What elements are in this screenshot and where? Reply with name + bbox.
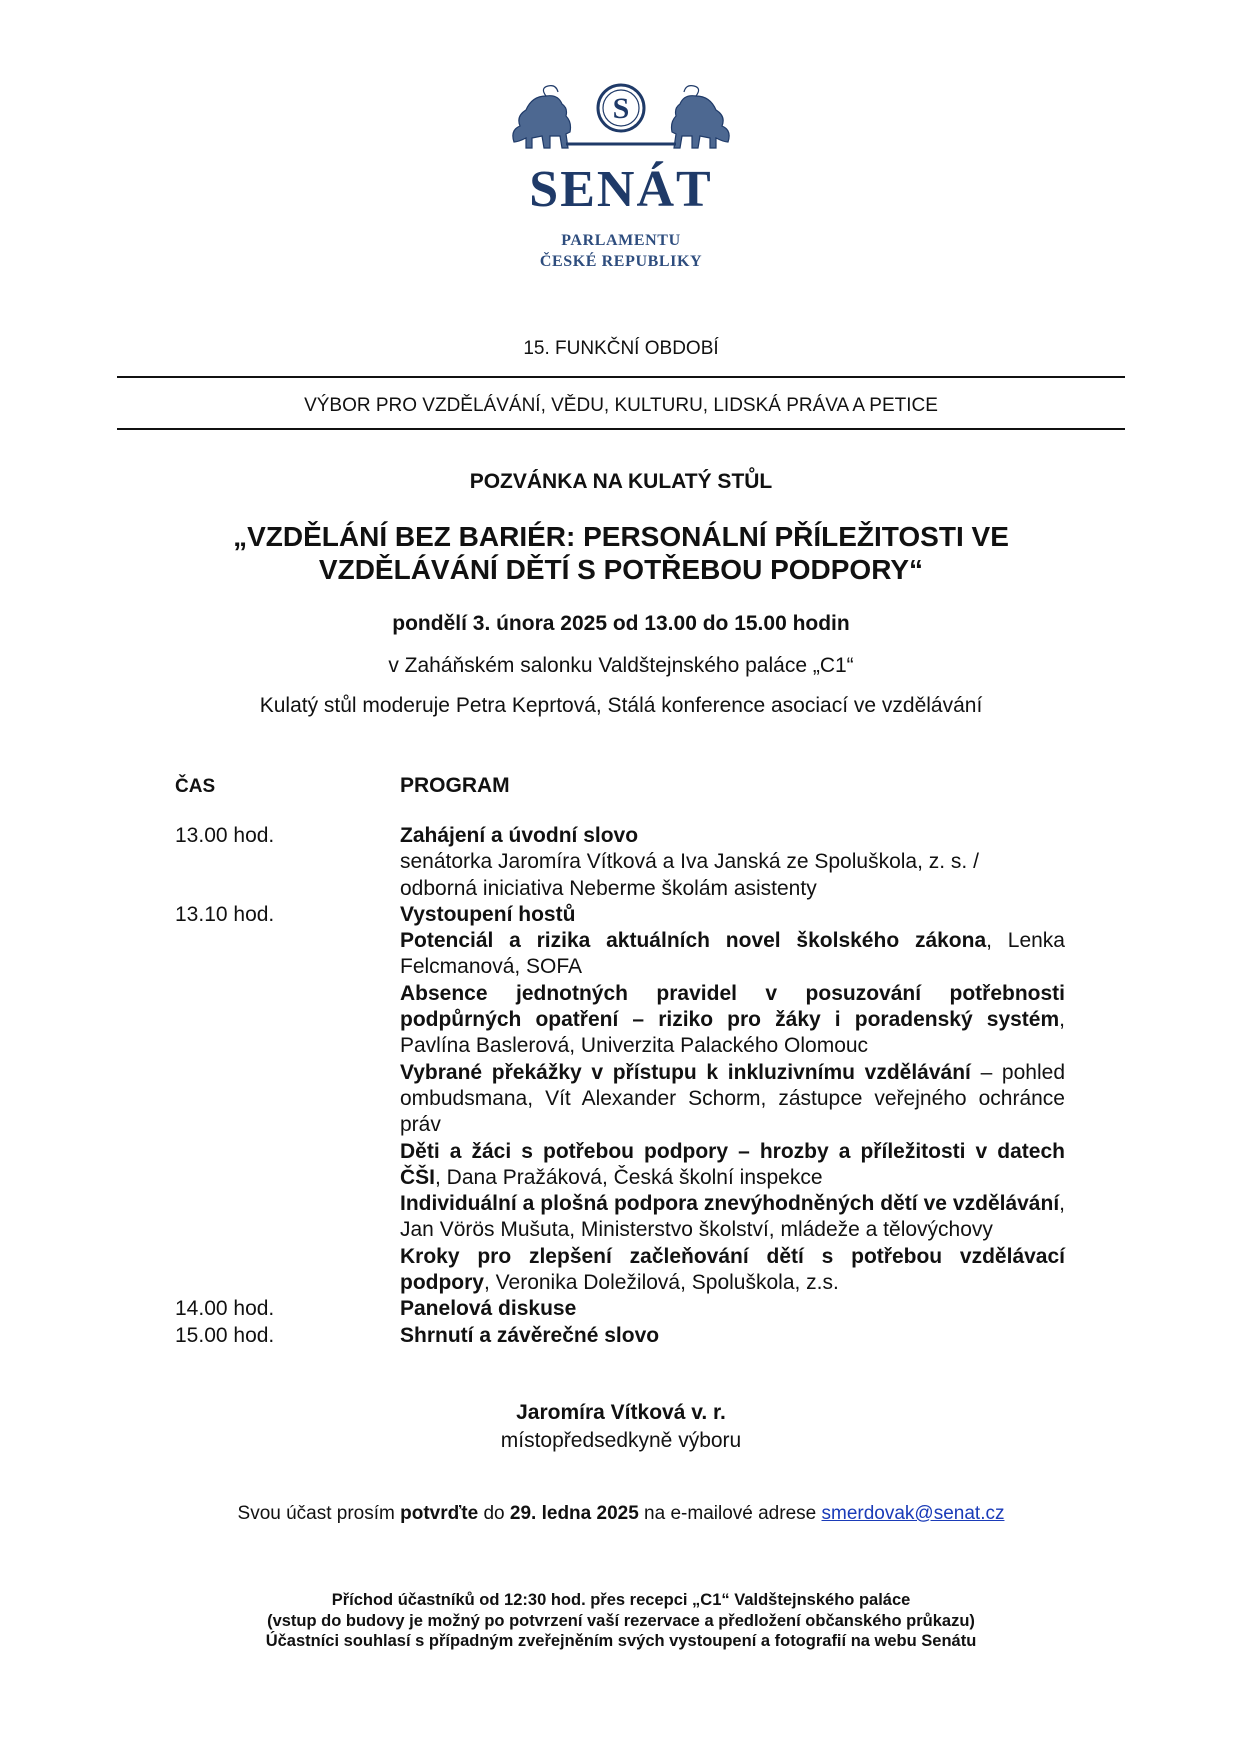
event-title-line-1: „VZDĚLÁNÍ BEZ BARIÉR: PERSONÁLNÍ PŘÍLEŽITOSTI VE — [233, 521, 1009, 552]
agenda-list — [175, 823, 1065, 1349]
rsvp-confirm: potvrďte — [400, 1503, 479, 1524]
logo-title: SENÁT — [529, 161, 713, 218]
talk-title: Absence jednotných pravidel v posuzování potřebnosti podpůrných opatření – riziko pro žáky i poradenský systém — [400, 981, 1065, 1032]
agenda-time: 13.00 hod. — [175, 824, 275, 847]
talk-title: Potenciál a rizika aktuálních novel školského zákona — [400, 929, 987, 953]
rsvp-suffix: na e-mailové adrese — [638, 1503, 822, 1524]
talk-item — [400, 981, 1065, 1060]
agenda-row — [175, 1323, 1065, 1349]
logo-subtitle-parlamentu: PARLAMENTU — [561, 232, 681, 249]
agenda-program-header: PROGRAM — [400, 774, 510, 797]
agenda-detail: senátorka Jaromíra Vítková a Iva Janská ze Spoluškola, z. s. / — [400, 850, 979, 874]
divider-bottom — [117, 428, 1125, 430]
talk-title: Vybrané překážky v přístupu k inkluzivnímu vzdělávání — [400, 1060, 971, 1084]
talk-title: Děti a žáci s potřebou podpory – hrozby a příležitosti v datech ČŠI — [400, 1139, 1065, 1189]
event-title — [0, 520, 1242, 586]
talk-item — [400, 1139, 1065, 1192]
term-period: 15. FUNKČNÍ OBDOBÍ — [523, 338, 719, 359]
rsvp-line — [0, 1503, 1242, 1525]
talk-title: Individuální a plošná podpora znevýhodněných dětí ve vzdělávání — [400, 1192, 1060, 1216]
rsvp-middle: do — [478, 1503, 510, 1524]
rsvp-email-link[interactable]: smerdovak@senat.cz — [821, 1503, 1005, 1524]
talk-item — [400, 1191, 1065, 1244]
signer-role: místopředsedkyně výboru — [500, 1429, 742, 1452]
event-date: pondělí 3. února 2025 od 13.00 do 15.00 hodin — [392, 612, 850, 635]
rsvp-prefix: Svou účast prosím — [237, 1503, 401, 1524]
agenda-time: 13.10 hod. — [175, 902, 275, 926]
footer-line-3: Účastníci souhlasí s případným zveřejněním svých vystoupení a fotografií na webu Senátu — [265, 1632, 977, 1650]
event-title-line-2: VZDĚLÁVÁNÍ DĚTÍ S POTŘEBOU PODPORY“ — [318, 554, 924, 585]
agenda-time-header: ČAS — [175, 776, 216, 797]
talk-speaker: – pohled ombudsmana, Vít Alexander Schorm, zástupce veřejného ochránce práv — [400, 1060, 1065, 1137]
event-moderator: Kulatý stůl moderuje Petra Keprtová, Stálá konference asociací ve vzdělávání — [259, 694, 983, 717]
agenda-row — [175, 823, 1065, 902]
agenda-row — [175, 1296, 1065, 1322]
agenda-heading: Shrnutí a závěrečné slovo — [400, 1323, 660, 1347]
talk-item — [400, 1060, 1065, 1139]
talk-title: Kroky pro zlepšení začleňování dětí s potřebou vzdělávací podpory — [400, 1244, 1065, 1295]
talk-speaker: , Jan Vörös Mušuta, Ministerstvo školství, mládeže a tělovýchovy — [400, 1192, 1065, 1242]
lions-emblem-icon — [506, 82, 736, 156]
svg-text:S: S — [612, 92, 630, 125]
agenda-content — [400, 902, 1065, 1296]
agenda-detail: odborná iniciativa Neberme školám asistenty — [400, 876, 817, 900]
rsvp-deadline: 29. ledna 2025 — [509, 1503, 639, 1524]
footer-notes — [0, 1590, 1242, 1652]
event-venue: v Zaháňském salonku Valdštejnského paláce „C1“ — [388, 654, 854, 677]
agenda-content — [400, 823, 1065, 902]
committee-name: VÝBOR PRO VZDĚLÁVÁNÍ, VĚDU, KULTURU, LIDSKÁ PRÁVA A PETICE — [304, 395, 938, 416]
talk-item — [400, 1244, 1065, 1297]
agenda-heading: Vystoupení hostů — [400, 902, 576, 926]
divider-top — [117, 376, 1125, 378]
agenda-heading: Zahájení a úvodní slovo — [400, 824, 639, 847]
talk-speaker: , Pavlína Baslerová, Univerzita Palackého Olomouc — [400, 1008, 1065, 1058]
talk-speaker: , Veronika Doležilová, Spoluškola, z.s. — [484, 1271, 839, 1295]
senate-logo — [0, 82, 1242, 272]
agenda-time: 15.00 hod. — [175, 1323, 275, 1347]
talk-item — [400, 928, 1065, 981]
footer-line-1: Příchod účastníků od 12:30 hod. přes recepci „C1“ Valdštejnského paláce — [331, 1591, 911, 1609]
footer-line-2: (vstup do budovy je možný po potvrzení vaší rezervace a předložení občanského průkazu) — [267, 1611, 975, 1630]
agenda-heading: Panelová diskuse — [400, 1297, 577, 1321]
signer-name: Jaromíra Vítková v. r. — [516, 1401, 726, 1424]
logo-subtitle-republiky: ČESKÉ REPUBLIKY — [539, 253, 703, 270]
agenda-time: 14.00 hod. — [175, 1297, 275, 1321]
invitation-heading: POZVÁNKA NA KULATÝ STŮL — [469, 470, 773, 493]
agenda-row — [175, 902, 1065, 1296]
talk-speaker: , Dana Pražáková, Česká školní inspekce — [435, 1165, 823, 1189]
talk-speaker: , Lenka Felcmanová, SOFA — [400, 929, 1065, 979]
